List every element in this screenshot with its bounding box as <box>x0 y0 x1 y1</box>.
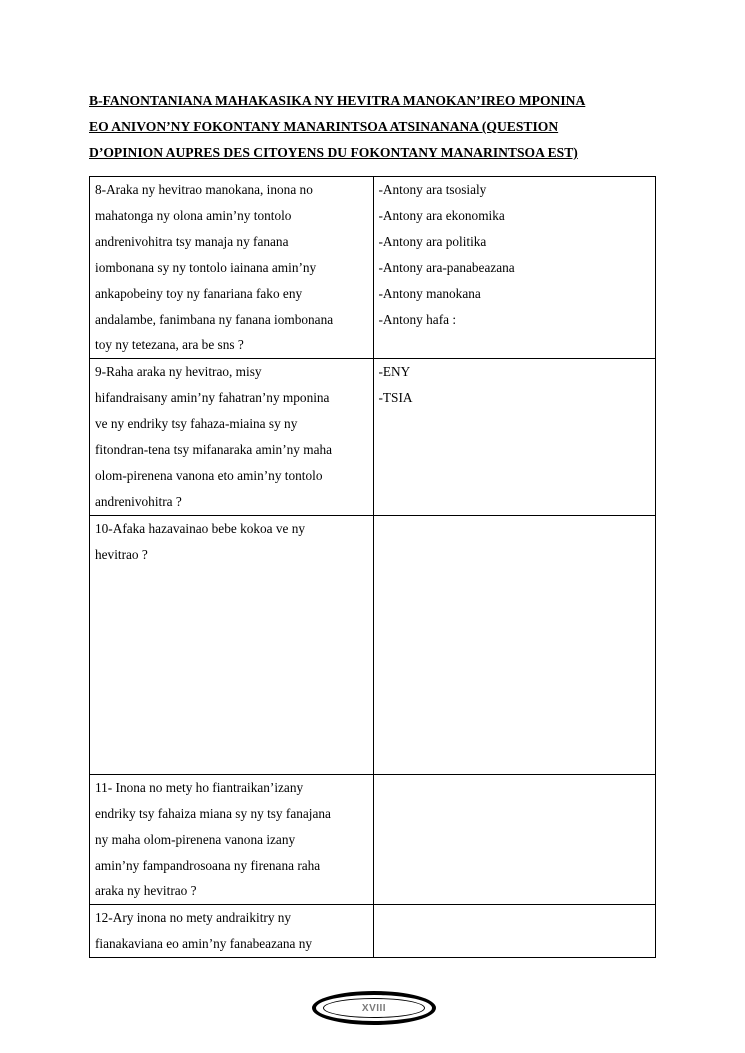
question-cell <box>90 774 374 905</box>
table-row <box>90 774 656 905</box>
heading-line: D’OPINION AUPRES DES CITOYENS DU FOKONTANY MANARINTSOA EST) <box>89 145 578 160</box>
question-line: 8-Araka ny hevitrao manokana, inona no <box>95 182 313 197</box>
table-row <box>90 515 656 774</box>
question-line: andrenivohitra ? <box>95 493 182 509</box>
question-line: 10-Afaka hazavainao bebe kokoa ve ny <box>95 520 306 536</box>
answer-cell[interactable] <box>373 359 656 515</box>
page-number: XVIII <box>323 998 425 1018</box>
question-line: ny maha olom-pirenena vanona izany <box>95 831 296 847</box>
question-line: andrenivohitra tsy manaja ny fanana <box>95 233 289 249</box>
question-line: toy ny tetezana, ara be sns ? <box>95 337 244 353</box>
question-line: ankapobeiny toy ny fanariana fako eny <box>95 285 303 301</box>
question-line: fitondran-tena tsy mifanaraka amin’ny maha <box>95 442 333 458</box>
table-row <box>90 359 656 515</box>
question-cell <box>90 359 374 515</box>
question-line: mahatonga ny olona amin’ny tontolo <box>95 207 292 223</box>
answer-option[interactable]: -Antony manokana <box>378 285 481 301</box>
answer-option[interactable]: -ENY <box>378 364 411 380</box>
heading-line: EO ANIVON’NY FOKONTANY MANARINTSOA ATSINANANA (QUESTION <box>89 119 559 134</box>
question-line: 12-Ary inona no mety andraikitry ny <box>95 910 292 926</box>
answer-option[interactable]: -Antony ara politika <box>378 233 487 249</box>
question-line: iombonana sy ny tontolo iainana amin’ny <box>95 259 317 275</box>
answer-cell[interactable] <box>373 774 656 905</box>
table-row <box>90 905 656 958</box>
answer-cell[interactable] <box>373 177 656 359</box>
question-line: olom-pirenena vanona eto amin’ny tontolo <box>95 467 323 483</box>
answer-option[interactable]: -Antony ara tsosialy <box>378 182 487 197</box>
question-line: andalambe, fanimbana ny fanana iombonana <box>95 311 334 327</box>
question-line: ve ny endriky tsy fahaza-miaina sy ny <box>95 416 298 432</box>
question-line: 9-Raha araka ny hevitrao, misy <box>95 364 262 380</box>
table-row <box>90 177 656 359</box>
questionnaire-table <box>89 176 656 958</box>
question-cell <box>90 177 374 359</box>
page-number-badge <box>312 991 436 1025</box>
question-line: araka ny hevitrao ? <box>95 883 197 899</box>
question-cell <box>90 515 374 774</box>
answer-cell[interactable] <box>373 515 656 774</box>
answer-option[interactable]: -Antony ara ekonomika <box>378 207 505 223</box>
answer-option[interactable]: -Antony ara-panabeazana <box>378 259 515 275</box>
answer-option[interactable]: -Antony hafa : <box>378 311 457 327</box>
question-line: 11- Inona no mety ho fiantraikan’izany <box>95 779 304 795</box>
question-line: fianakaviana eo amin’ny fanabeazana ny <box>95 936 313 952</box>
question-line: amin’ny fampandrosoana ny firenana raha <box>95 857 321 873</box>
section-heading <box>89 88 659 166</box>
question-line: hifandraisany amin’ny fahatran’ny mponina <box>95 390 330 406</box>
answer-option[interactable]: -TSIA <box>378 390 413 406</box>
question-line: endriky tsy fahaiza miana sy ny tsy fanajana <box>95 805 331 821</box>
heading-line: B-FANONTANIANA MAHAKASIKA NY HEVITRA MANOKAN’IREO MPONINA <box>89 93 586 108</box>
answer-cell[interactable] <box>373 905 656 958</box>
question-line: hevitrao ? <box>95 546 148 562</box>
question-cell <box>90 905 374 958</box>
